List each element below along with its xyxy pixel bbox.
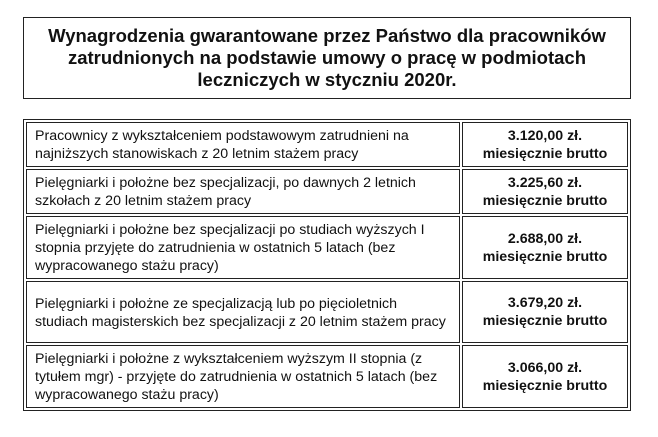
row-amount: 3.679,20 zł. xyxy=(507,295,583,311)
row-period: miesięcznie brutto xyxy=(482,145,608,162)
row-amount: 3.225,60 zł. xyxy=(507,174,583,191)
title-box xyxy=(23,17,631,99)
row-amount-cell xyxy=(462,122,628,167)
table-row xyxy=(26,122,628,167)
row-period: miesięcznie brutto xyxy=(482,377,608,394)
row-description: Pracownicy z wykształceniem podstawowym zatrudnieni na najniższych stanowiskach z 20 letnim stażem pracy xyxy=(26,122,460,167)
row-amount-cell xyxy=(462,345,628,408)
table-row xyxy=(26,345,628,408)
row-period: miesięcznie brutto xyxy=(482,313,608,329)
table-row xyxy=(26,169,628,214)
row-amount: 3.120,00 zł. xyxy=(507,127,583,144)
row-amount: 2.688,00 zł. xyxy=(507,230,583,247)
row-amount-cell xyxy=(462,281,628,343)
wages-table xyxy=(23,119,631,411)
row-amount-cell xyxy=(462,216,628,279)
document-title: Wynagrodzenia gwarantowane przez Państwo dla pracowników zatrudnionych na podstawie umowy o pracę w podmiotach leczniczych w styczniu 2020r. xyxy=(48,25,606,90)
row-description: Pielęgniarki i położne bez specjalizacji, po dawnych 2 letnich szkołach z 20 letnim stażem pracy xyxy=(26,169,460,214)
row-period: miesięcznie brutto xyxy=(482,192,608,209)
table-row xyxy=(26,281,628,343)
row-amount-cell xyxy=(462,169,628,214)
row-description: Pielęgniarki i położne bez specjalizacji po studiach wyższych I stopnia przyjęte do zatrudnienia w ostatnich 5 latach (bez wypracowanego stażu pracy) xyxy=(26,216,460,279)
row-period: miesięcznie brutto xyxy=(482,248,608,265)
row-description: Pielęgniarki i położne z wykształceniem wyższym II stopnia (z tytułem mgr) - przyjęte do zatrudnienia w ostatnich 5 latach (bez wypracowanego stażu pracy) xyxy=(26,345,460,408)
row-amount: 3.066,00 zł. xyxy=(507,359,583,376)
table-row xyxy=(26,216,628,279)
row-description: Pielęgniarki i położne ze specjalizacją lub po pięcioletnich studiach magisterskich bez specjalizacji z 20 letnim stażem pracy xyxy=(26,281,460,343)
